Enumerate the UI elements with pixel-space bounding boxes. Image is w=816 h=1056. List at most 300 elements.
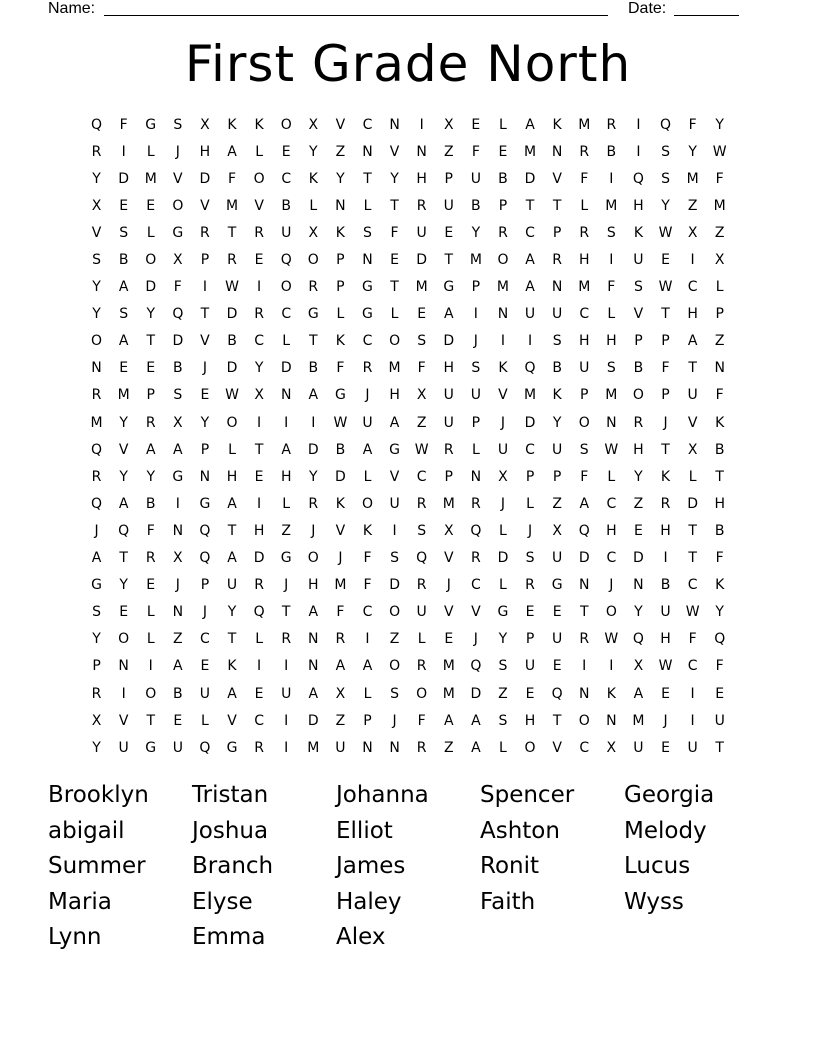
- grid-letter: W: [685, 604, 700, 621]
- grid-letter: O: [578, 414, 590, 431]
- grid-letter: D: [524, 170, 536, 187]
- grid-letter: R: [416, 658, 427, 675]
- grid-letter: I: [690, 685, 695, 702]
- grid-letter: C: [200, 631, 210, 648]
- grid-letter: T: [579, 604, 589, 621]
- grid-letter: T: [309, 333, 318, 350]
- grid-letter: C: [687, 279, 698, 296]
- grid-letter: K: [362, 522, 373, 539]
- word-list-item: Elliot: [336, 817, 393, 844]
- grid-letter: R: [308, 495, 319, 512]
- grid-letter: S: [119, 306, 129, 323]
- grid-letter: I: [636, 143, 641, 160]
- grid-letter: H: [389, 387, 400, 404]
- grid-letter: G: [91, 577, 102, 594]
- grid-letter: I: [690, 712, 695, 729]
- word-list-item: Wyss: [624, 888, 684, 915]
- grid-letter: N: [389, 739, 400, 756]
- grid-letter: A: [118, 495, 129, 512]
- grid-letter: V: [443, 550, 454, 567]
- grid-letter: B: [173, 360, 183, 377]
- grid-letter: X: [416, 387, 427, 404]
- grid-letter: X: [552, 522, 562, 539]
- word-list-item: Spencer: [480, 782, 575, 808]
- grid-letter: Z: [416, 414, 427, 431]
- word-list-item: Melody: [624, 817, 707, 844]
- grid-letter: R: [606, 116, 617, 133]
- word-list-item: Ronit: [480, 853, 540, 879]
- grid-letter: T: [688, 550, 697, 567]
- grid-letter: N: [606, 414, 617, 431]
- grid-letter: S: [471, 360, 481, 377]
- grid-letter: J: [392, 712, 397, 729]
- grid-letter: O: [280, 279, 292, 296]
- grid-letter: X: [200, 116, 210, 133]
- grid-letter: B: [227, 333, 237, 350]
- grid-letter: E: [444, 631, 454, 648]
- grid-letter: O: [253, 170, 265, 187]
- grid-letter: F: [146, 522, 155, 539]
- name-blank-line: [104, 15, 608, 16]
- grid-letter: Q: [172, 306, 184, 323]
- grid-letter: X: [254, 387, 264, 404]
- grid-letter: J: [500, 414, 506, 431]
- grid-letter: Q: [632, 631, 644, 648]
- grid-letter: M: [117, 387, 130, 404]
- grid-letter: Q: [416, 550, 428, 567]
- grid-letter: Q: [632, 170, 644, 187]
- grid-letter: J: [175, 143, 180, 160]
- grid-letter: Y: [92, 739, 101, 756]
- grid-letter: U: [226, 577, 238, 594]
- grid-letter: M: [605, 197, 618, 214]
- grid-letter: Y: [715, 604, 724, 621]
- grid-letter: L: [607, 306, 616, 323]
- grid-letter: K: [552, 116, 562, 133]
- grid-letter: N: [308, 658, 319, 675]
- grid-letter: D: [199, 170, 211, 187]
- grid-letter: N: [199, 468, 211, 485]
- grid-letter: U: [443, 197, 454, 214]
- grid-letter: X: [633, 658, 644, 675]
- grid-letter: Z: [335, 712, 346, 729]
- grid-letter: N: [606, 712, 617, 729]
- grid-letter: A: [471, 739, 481, 756]
- grid-letter: A: [118, 333, 129, 350]
- grid-letter: R: [281, 631, 292, 648]
- grid-letter: I: [284, 658, 289, 675]
- grid-letter: Z: [714, 224, 725, 241]
- grid-letter: X: [714, 252, 725, 269]
- grid-letter: F: [363, 577, 372, 594]
- grid-letter: E: [200, 658, 210, 675]
- grid-letter: U: [633, 739, 644, 756]
- grid-letter: F: [688, 631, 697, 648]
- grid-letter: J: [663, 712, 668, 729]
- grid-letter: P: [525, 631, 535, 648]
- grid-letter: Q: [118, 522, 130, 539]
- grid-letter: C: [470, 577, 481, 594]
- grid-letter: J: [473, 333, 478, 350]
- grid-letter: Y: [92, 306, 101, 323]
- grid-letter: N: [362, 143, 373, 160]
- grid-letter: W: [658, 279, 673, 296]
- grid-letter: A: [308, 387, 319, 404]
- grid-letter: C: [281, 170, 292, 187]
- word-list-item: Brooklyn: [48, 782, 149, 808]
- grid-letter: T: [661, 306, 670, 323]
- grid-letter: K: [715, 414, 725, 431]
- grid-letter: O: [416, 685, 428, 702]
- grid-letter: B: [335, 441, 346, 458]
- grid-letter: M: [632, 712, 645, 729]
- grid-letter: V: [471, 604, 481, 621]
- grid-letter: L: [336, 306, 345, 323]
- grid-letter: W: [225, 279, 239, 296]
- grid-letter: M: [686, 170, 699, 187]
- grid-letter: U: [172, 739, 183, 756]
- grid-letter: O: [578, 712, 590, 729]
- grid-letter: C: [579, 306, 590, 323]
- grid-letter: U: [524, 306, 536, 323]
- grid-letter: M: [578, 116, 591, 133]
- grid-letter: P: [498, 197, 508, 214]
- grid-letter: L: [282, 333, 291, 350]
- grid-letter: Z: [714, 333, 725, 350]
- grid-letter: P: [525, 468, 535, 485]
- grid-letter: F: [607, 279, 616, 296]
- grid-letter: D: [335, 468, 346, 485]
- grid-letter: U: [687, 739, 698, 756]
- name-label: Name:: [48, 0, 96, 17]
- grid-letter: R: [145, 414, 156, 431]
- grid-letter: U: [552, 441, 563, 458]
- grid-letter: Y: [390, 170, 399, 187]
- grid-letter: R: [579, 631, 590, 648]
- grid-letter: T: [227, 631, 237, 648]
- grid-letter: D: [687, 495, 698, 512]
- grid-letter: T: [146, 333, 156, 350]
- grid-letter: V: [254, 197, 264, 214]
- grid-letter: U: [362, 414, 373, 431]
- grid-letter: U: [552, 550, 563, 567]
- grid-letter: V: [552, 170, 562, 187]
- grid-letter: N: [308, 631, 319, 648]
- grid-letter: K: [335, 224, 345, 241]
- grid-letter: B: [714, 441, 725, 458]
- grid-letter: C: [579, 739, 590, 756]
- grid-letter: J: [338, 550, 343, 567]
- grid-letter: S: [173, 116, 183, 133]
- grid-letter: L: [282, 495, 291, 512]
- grid-letter: B: [173, 685, 183, 702]
- grid-letter: Y: [119, 468, 128, 485]
- grid-letter: C: [281, 306, 292, 323]
- grid-letter: E: [119, 360, 129, 377]
- grid-letter: V: [118, 712, 129, 729]
- grid-letter: I: [257, 279, 262, 296]
- word-list-item: Maria: [48, 888, 112, 915]
- grid-letter: X: [308, 224, 319, 241]
- grid-letter: S: [661, 143, 670, 160]
- grid-letter: N: [172, 522, 184, 539]
- grid-letter: L: [688, 468, 697, 485]
- grid-letter: J: [365, 387, 370, 404]
- grid-letter: U: [335, 739, 346, 756]
- grid-letter: K: [715, 577, 725, 594]
- grid-letter: U: [714, 712, 725, 729]
- grid-letter: Y: [200, 414, 210, 431]
- grid-letter: C: [525, 441, 535, 458]
- grid-letter: J: [311, 522, 316, 539]
- grid-letter: X: [498, 468, 508, 485]
- grid-letter: J: [175, 577, 180, 594]
- grid-letter: E: [525, 604, 535, 621]
- grid-letter: Z: [687, 197, 698, 214]
- grid-letter: B: [633, 360, 644, 377]
- grid-letter: D: [118, 170, 130, 187]
- grid-letter: Z: [633, 495, 644, 512]
- grid-letter: H: [578, 333, 590, 350]
- grid-letter: I: [582, 658, 587, 675]
- grid-letter: V: [227, 712, 237, 729]
- grid-letter: H: [578, 252, 590, 269]
- grid-letter: R: [470, 495, 481, 512]
- grid-letter: Y: [634, 604, 643, 621]
- grid-letter: T: [254, 441, 264, 458]
- grid-letter: Q: [470, 522, 482, 539]
- grid-letter: R: [254, 739, 264, 756]
- grid-letter: O: [605, 604, 617, 621]
- grid-letter: I: [121, 143, 126, 160]
- grid-letter: N: [578, 685, 590, 702]
- grid-letter: H: [308, 577, 319, 594]
- grid-letter: H: [606, 333, 617, 350]
- grid-letter: U: [443, 387, 454, 404]
- grid-letter: Y: [309, 468, 318, 485]
- grid-letter: O: [389, 333, 401, 350]
- grid-letter: V: [498, 387, 508, 404]
- grid-letter: M: [225, 197, 239, 214]
- grid-letter: F: [336, 604, 345, 621]
- grid-letter: D: [497, 550, 509, 567]
- grid-letter: I: [257, 658, 262, 675]
- grid-letter: I: [284, 414, 289, 431]
- grid-letter: D: [280, 360, 292, 377]
- grid-letter: M: [469, 252, 482, 269]
- grid-letter: P: [200, 441, 210, 458]
- grid-letter: T: [146, 712, 156, 729]
- grid-letter: G: [307, 306, 319, 323]
- grid-letter: V: [389, 143, 400, 160]
- grid-letter: U: [281, 224, 292, 241]
- grid-letter: P: [336, 252, 345, 269]
- grid-letter: H: [253, 522, 265, 539]
- grid-letter: R: [525, 577, 535, 594]
- grid-letter: D: [226, 360, 238, 377]
- grid-letter: H: [443, 360, 455, 377]
- grid-letter: C: [606, 495, 617, 512]
- grid-letter: A: [471, 712, 481, 729]
- grid-letter: O: [118, 631, 130, 648]
- grid-letter: T: [688, 522, 697, 539]
- grid-letter: L: [363, 197, 372, 214]
- grid-letter: H: [199, 143, 211, 160]
- grid-letter: M: [334, 577, 347, 594]
- word-list-item: Emma: [192, 924, 266, 950]
- grid-letter: G: [172, 224, 184, 241]
- grid-letter: T: [200, 306, 210, 323]
- grid-letter: L: [499, 577, 507, 594]
- grid-letter: Y: [634, 468, 643, 485]
- grid-letter: H: [660, 522, 671, 539]
- grid-letter: B: [118, 252, 129, 269]
- grid-letter: K: [552, 387, 562, 404]
- grid-letter: U: [497, 441, 509, 458]
- grid-letter: C: [254, 712, 264, 729]
- grid-letter: M: [713, 197, 726, 214]
- grid-letter: T: [227, 224, 237, 241]
- grid-letter: Q: [551, 685, 563, 702]
- grid-letter: G: [497, 604, 509, 621]
- grid-letter: N: [551, 143, 563, 160]
- grid-letter: C: [254, 333, 264, 350]
- grid-letter: N: [389, 116, 400, 133]
- grid-letter: A: [443, 712, 454, 729]
- word-list-item: Tristan: [192, 782, 269, 808]
- grid-letter: Y: [92, 279, 101, 296]
- grid-letter: E: [715, 685, 725, 702]
- grid-letter: G: [280, 550, 292, 567]
- grid-letter: G: [226, 739, 238, 756]
- grid-letter: I: [148, 658, 153, 675]
- grid-letter: T: [363, 170, 372, 187]
- grid-letter: F: [688, 116, 697, 133]
- grid-letter: T: [390, 279, 399, 296]
- grid-letter: E: [119, 197, 129, 214]
- grid-letter: T: [715, 739, 724, 756]
- grid-letter: U: [199, 685, 211, 702]
- grid-letter: G: [172, 468, 184, 485]
- grid-letter: H: [280, 468, 292, 485]
- grid-letter: D: [145, 279, 157, 296]
- grid-letter: W: [333, 414, 348, 431]
- word-list-item: Summer: [48, 853, 146, 879]
- grid-letter: P: [552, 224, 562, 241]
- grid-letter: Y: [146, 468, 156, 485]
- grid-letter: L: [471, 441, 480, 458]
- grid-letter: E: [254, 685, 264, 702]
- grid-letter: L: [580, 197, 589, 214]
- grid-letter: Y: [254, 360, 264, 377]
- grid-letter: S: [661, 170, 670, 187]
- grid-letter: N: [551, 279, 563, 296]
- grid-letter: J: [202, 360, 207, 377]
- grid-letter: B: [606, 143, 617, 160]
- grid-letter: A: [173, 441, 183, 458]
- grid-letter: R: [335, 631, 346, 648]
- grid-letter: E: [281, 143, 291, 160]
- grid-letter: O: [145, 685, 157, 702]
- word-list-item: Ashton: [480, 817, 560, 844]
- grid-letter: R: [254, 306, 264, 323]
- grid-letter: I: [419, 116, 424, 133]
- grid-letter: E: [200, 387, 210, 404]
- grid-letter: F: [715, 658, 724, 675]
- grid-letter: U: [416, 224, 427, 241]
- grid-letter: U: [470, 170, 481, 187]
- grid-letter: V: [200, 333, 210, 350]
- grid-letter: A: [633, 685, 644, 702]
- grid-letter: G: [362, 306, 373, 323]
- grid-letter: S: [552, 333, 562, 350]
- grid-letter: J: [473, 631, 478, 648]
- grid-letter: F: [580, 468, 589, 485]
- word-list-item: abigail: [48, 817, 125, 844]
- grid-letter: P: [92, 658, 101, 675]
- grid-letter: U: [470, 387, 481, 404]
- grid-letter: Q: [280, 252, 292, 269]
- grid-letter: L: [228, 441, 236, 458]
- grid-letter: T: [444, 252, 454, 269]
- grid-letter: Y: [92, 631, 101, 648]
- grid-letter: H: [633, 197, 644, 214]
- grid-letter: I: [609, 252, 614, 269]
- grid-letter: R: [470, 550, 481, 567]
- grid-letter: D: [253, 550, 265, 567]
- grid-letter: V: [552, 739, 562, 756]
- grid-letter: L: [146, 143, 155, 160]
- grid-letter: I: [500, 333, 506, 350]
- grid-letter: E: [552, 658, 562, 675]
- grid-letter: I: [311, 414, 316, 431]
- grid-letter: P: [471, 279, 481, 296]
- grid-letter: W: [225, 387, 239, 404]
- grid-letter: S: [417, 333, 427, 350]
- grid-letter: D: [416, 252, 428, 269]
- grid-letter: T: [552, 712, 562, 729]
- grid-letter: J: [202, 604, 207, 621]
- grid-letter: E: [444, 224, 454, 241]
- grid-letter: G: [443, 279, 455, 296]
- grid-letter: A: [525, 252, 535, 269]
- grid-letter: Q: [660, 116, 672, 133]
- grid-letter: Q: [470, 658, 482, 675]
- grid-letter: S: [363, 224, 372, 241]
- grid-letter: B: [552, 360, 562, 377]
- grid-letter: Q: [714, 631, 726, 648]
- grid-letter: T: [715, 468, 724, 485]
- grid-letter: J: [663, 414, 668, 431]
- grid-letter: M: [415, 279, 428, 296]
- word-list-item: Johanna: [336, 782, 429, 808]
- grid-letter: O: [389, 604, 401, 621]
- grid-letter: F: [390, 224, 399, 241]
- grid-letter: K: [660, 468, 671, 485]
- grid-letter: K: [498, 360, 508, 377]
- grid-letter: G: [389, 441, 400, 458]
- grid-letter: Q: [199, 522, 211, 539]
- grid-letter: R: [254, 577, 264, 594]
- grid-letter: Y: [146, 306, 156, 323]
- grid-letter: A: [525, 279, 535, 296]
- grid-letter: A: [173, 658, 183, 675]
- grid-letter: A: [335, 658, 346, 675]
- grid-letter: V: [91, 224, 102, 241]
- grid-letter: Z: [173, 631, 183, 648]
- grid-letter: S: [498, 712, 508, 729]
- grid-letter: V: [200, 197, 210, 214]
